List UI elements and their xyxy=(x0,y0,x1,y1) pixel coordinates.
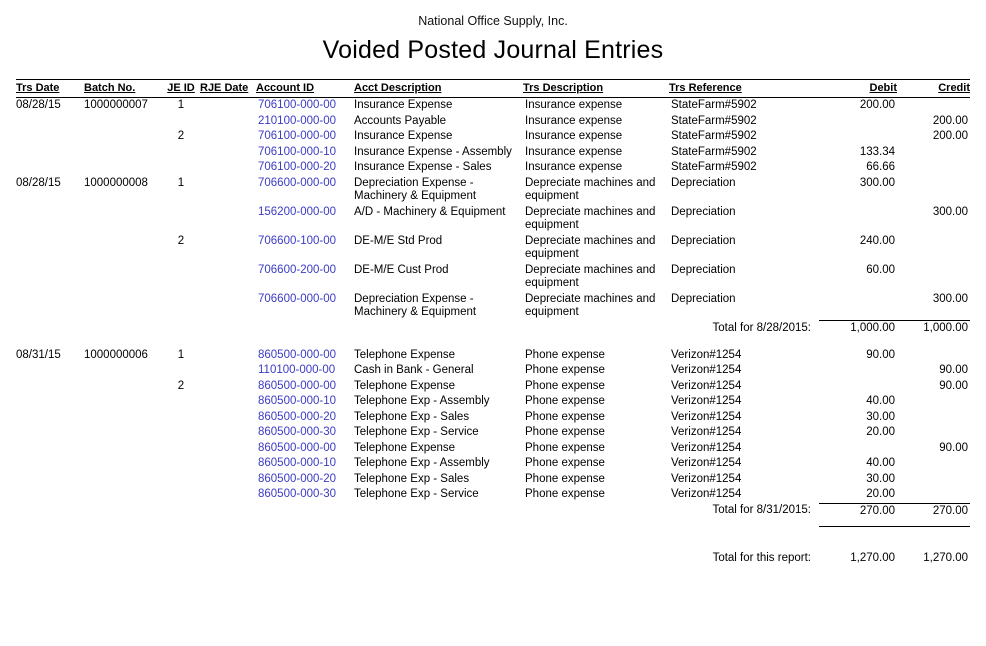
cell-trs-desc: Phone expense xyxy=(525,410,605,423)
cell-date xyxy=(16,394,84,410)
cell-trs-desc: Phone expense xyxy=(525,472,605,485)
cell-acct-desc: Accounts Payable xyxy=(354,114,447,127)
cell-acct-desc: Telephone Exp - Assembly xyxy=(354,395,490,407)
cell-debit: 20.00 xyxy=(866,488,895,500)
column-header-je-id: JE ID xyxy=(162,80,200,98)
column-header-acct-description: Acct Description xyxy=(348,80,523,98)
cell-credit xyxy=(897,394,970,410)
cell-debit xyxy=(819,292,897,321)
cell-debit xyxy=(819,114,897,130)
account-id-link[interactable]: 860500-000-30 xyxy=(258,488,337,500)
cell-acct-desc: Telephone Expense xyxy=(354,441,456,454)
cell-trs-desc: Phone expense xyxy=(525,395,605,407)
cell-acct-desc: Telephone Expense xyxy=(354,379,456,392)
cell-date xyxy=(16,363,84,379)
cell-rje xyxy=(200,160,256,176)
cell-batch: 1000000007 xyxy=(84,99,148,111)
cell-batch xyxy=(84,363,162,379)
cell-credit: 200.00 xyxy=(932,114,968,127)
company-name: National Office Supply, Inc. xyxy=(418,14,568,28)
cell-date xyxy=(16,114,84,130)
cell-credit xyxy=(897,234,970,263)
account-id-link[interactable]: 860500-000-20 xyxy=(258,472,337,485)
account-id-link[interactable]: 860500-000-10 xyxy=(258,457,337,469)
cell-je xyxy=(162,425,200,441)
total-pad xyxy=(16,551,669,567)
cell-batch xyxy=(84,472,162,488)
total-label: Total for 8/31/2015: xyxy=(712,504,811,516)
cell-acct-desc: Telephone Exp - Service xyxy=(354,426,479,438)
cell-debit xyxy=(819,129,897,145)
table-row xyxy=(16,176,970,205)
cell-trs-desc: Insurance expense xyxy=(525,161,623,173)
row-spacer xyxy=(16,540,970,551)
cell-batch xyxy=(84,114,162,130)
cell-trs-ref: Verizon#1254 xyxy=(671,395,742,407)
cell-je xyxy=(162,145,200,161)
cell-debit: 30.00 xyxy=(866,410,895,423)
cell-rje xyxy=(200,441,256,457)
cell-date xyxy=(16,160,84,176)
cell-rje xyxy=(200,379,256,395)
column-header-trs-description: Trs Description xyxy=(523,80,669,98)
cell-trs-ref: StateFarm#5902 xyxy=(671,161,757,173)
cell-date xyxy=(16,410,84,426)
cell-trs-desc: Phone expense xyxy=(525,379,605,392)
cell-date: 08/28/15 xyxy=(16,176,61,189)
cell-trs-desc: Phone expense xyxy=(525,441,605,454)
cell-rje xyxy=(200,410,256,426)
cell-batch xyxy=(84,263,162,292)
cell-trs-desc: Depreciate machines and equipment xyxy=(525,292,656,318)
cell-acct-desc: Telephone Exp - Assembly xyxy=(354,457,490,469)
cell-je xyxy=(162,410,200,426)
cell-acct-desc: Telephone Exp - Sales xyxy=(354,410,470,423)
cell-debit: 240.00 xyxy=(859,234,895,247)
cell-debit xyxy=(819,441,897,457)
cell-rje xyxy=(200,292,256,321)
cell-batch xyxy=(84,487,162,503)
cell-date xyxy=(16,472,84,488)
cell-debit: 40.00 xyxy=(866,395,895,407)
account-id-link[interactable]: 706100-000-20 xyxy=(258,161,337,173)
cell-rje xyxy=(200,487,256,503)
table-row xyxy=(16,472,970,488)
cell-credit xyxy=(897,263,970,292)
cell-trs-desc: Depreciate machines and equipment xyxy=(525,234,656,260)
table-row xyxy=(16,234,970,263)
total-row xyxy=(16,503,970,519)
cell-credit: 300.00 xyxy=(932,205,968,218)
cell-date xyxy=(16,292,84,321)
cell-je xyxy=(162,205,200,234)
cell-je xyxy=(162,394,200,410)
cell-trs-ref: Depreciation xyxy=(671,205,736,218)
table-header xyxy=(16,80,970,98)
cell-acct-desc: A/D - Machinery & Equipment xyxy=(354,205,506,218)
account-id-link[interactable]: 210100-000-00 xyxy=(258,114,337,127)
cell-rje xyxy=(200,234,256,263)
cell-trs-ref: Verizon#1254 xyxy=(671,410,742,423)
cell-je: 2 xyxy=(177,234,185,247)
cell-trs-desc: Depreciate machines and equipment xyxy=(525,176,656,202)
cell-trs-desc: Phone expense xyxy=(525,364,605,376)
table-row xyxy=(16,441,970,457)
cell-trs-ref: Verizon#1254 xyxy=(671,488,742,500)
cell-date xyxy=(16,145,84,161)
cell-batch xyxy=(84,234,162,263)
column-header-rje-date: RJE Date xyxy=(200,80,256,98)
cell-batch xyxy=(84,160,162,176)
cell-batch xyxy=(84,292,162,321)
cell-acct-desc: Telephone Expense xyxy=(354,348,456,361)
cell-debit: 200.00 xyxy=(859,99,895,111)
cell-acct-desc: DE-M/E Std Prod xyxy=(354,234,443,247)
account-id-link[interactable]: 156200-000-00 xyxy=(258,205,337,218)
total-label: Total for 8/28/2015: xyxy=(712,321,811,334)
table-row xyxy=(16,425,970,441)
account-id-link[interactable]: 706600-000-00 xyxy=(258,176,337,189)
cell-batch xyxy=(84,394,162,410)
cell-acct-desc: Cash in Bank - General xyxy=(354,364,474,376)
cell-acct-desc: Telephone Exp - Sales xyxy=(354,472,470,485)
cell-credit: 200.00 xyxy=(932,130,968,142)
cell-batch xyxy=(84,129,162,145)
cell-trs-ref: Depreciation xyxy=(671,263,736,276)
cell-trs-desc: Phone expense xyxy=(525,348,605,361)
account-id-link[interactable]: 706100-000-00 xyxy=(258,130,337,142)
account-id-link[interactable]: 110100-000-00 xyxy=(258,364,336,376)
cell-debit xyxy=(819,205,897,234)
cell-credit: 90.00 xyxy=(939,379,968,392)
table-row xyxy=(16,263,970,292)
cell-rje xyxy=(200,129,256,145)
cell-credit xyxy=(897,98,970,114)
cell-je xyxy=(162,263,200,292)
table-body xyxy=(16,98,970,567)
cell-credit: 90.00 xyxy=(939,364,968,376)
row-spacer xyxy=(16,337,970,348)
table-row xyxy=(16,348,970,364)
total-debit: 270.00 xyxy=(819,503,897,519)
column-header-batch-no: Batch No. xyxy=(84,80,162,98)
table-row xyxy=(16,129,970,145)
cell-rje xyxy=(200,363,256,379)
cell-acct-desc: Depreciation Expense - Machinery & Equipment xyxy=(354,292,477,318)
cell-acct-desc: Insurance Expense - Assembly xyxy=(354,145,512,158)
cell-acct-desc: Insurance Expense xyxy=(354,130,453,142)
column-header-debit: Debit xyxy=(819,80,897,98)
cell-trs-ref: Depreciation xyxy=(671,234,736,247)
cell-trs-desc: Insurance expense xyxy=(525,145,623,158)
account-id-link[interactable]: 706100-000-00 xyxy=(258,99,337,111)
cell-trs-desc: Insurance expense xyxy=(525,99,623,111)
cell-batch xyxy=(84,145,162,161)
total-pad xyxy=(16,503,669,519)
cell-date xyxy=(16,263,84,292)
cell-je: 1 xyxy=(177,348,185,361)
cell-trs-ref: StateFarm#5902 xyxy=(671,145,757,158)
cell-debit: 40.00 xyxy=(866,457,895,469)
cell-je xyxy=(162,441,200,457)
cell-acct-desc: Insurance Expense - Sales xyxy=(354,161,492,173)
column-header-trs-reference: Trs Reference xyxy=(669,80,819,98)
table-row xyxy=(16,487,970,503)
cell-je xyxy=(162,114,200,130)
cell-date xyxy=(16,487,84,503)
cell-debit xyxy=(819,379,897,395)
table-row xyxy=(16,114,970,130)
cell-date: 08/28/15 xyxy=(16,99,61,111)
table-row xyxy=(16,456,970,472)
cell-rje xyxy=(200,394,256,410)
total-label: Total for this report: xyxy=(712,551,811,564)
account-id-link[interactable]: 706600-000-00 xyxy=(258,292,337,305)
cell-date xyxy=(16,379,84,395)
cell-debit: 300.00 xyxy=(859,176,895,189)
table-row xyxy=(16,160,970,176)
account-id-link[interactable]: 860500-000-30 xyxy=(258,426,337,438)
column-header-account-id: Account ID xyxy=(256,80,348,98)
page-title: Voided Posted Journal Entries xyxy=(322,36,664,64)
cell-date xyxy=(16,129,84,145)
cell-batch xyxy=(84,441,162,457)
cell-trs-ref: Verizon#1254 xyxy=(671,348,742,361)
cell-rje xyxy=(200,176,256,205)
cell-je: 2 xyxy=(177,379,185,392)
account-id-link[interactable]: 860500-000-10 xyxy=(258,395,337,407)
table-row xyxy=(16,410,970,426)
cell-acct-desc: Telephone Exp - Service xyxy=(354,488,479,500)
cell-debit: 20.00 xyxy=(866,426,895,438)
cell-credit xyxy=(897,456,970,472)
table-row xyxy=(16,363,970,379)
cell-batch xyxy=(84,410,162,426)
cell-debit: 30.00 xyxy=(866,472,895,485)
cell-rje xyxy=(200,348,256,364)
account-id-link[interactable]: 706100-000-10 xyxy=(258,145,337,158)
column-header-trs-date: Trs Date xyxy=(16,80,84,98)
total-debit: 1,270.00 xyxy=(850,551,895,564)
cell-credit: 90.00 xyxy=(939,441,968,454)
account-id-link[interactable]: 706600-100-00 xyxy=(258,234,337,247)
total-credit: 1,270.00 xyxy=(923,551,968,564)
cell-debit: 133.34 xyxy=(859,145,895,158)
cell-credit xyxy=(897,425,970,441)
cell-trs-ref: Verizon#1254 xyxy=(671,364,742,376)
cell-trs-desc: Depreciate machines and equipment xyxy=(525,205,656,231)
cell-trs-ref: Verizon#1254 xyxy=(671,426,742,438)
account-id-link[interactable]: 860500-000-00 xyxy=(258,441,337,454)
cell-credit xyxy=(897,348,970,364)
cell-debit: 60.00 xyxy=(866,263,895,276)
cell-trs-desc: Insurance expense xyxy=(525,114,623,127)
cell-je xyxy=(162,487,200,503)
cell-rje xyxy=(200,205,256,234)
cell-date xyxy=(16,456,84,472)
column-header-credit: Credit xyxy=(897,80,970,98)
total-row xyxy=(16,551,970,567)
cell-credit xyxy=(897,145,970,161)
cell-je: 1 xyxy=(177,176,185,189)
journal-entries-table xyxy=(16,79,970,566)
table-row xyxy=(16,205,970,234)
cell-je xyxy=(162,292,200,321)
cell-rje xyxy=(200,145,256,161)
total-credit: 270.00 xyxy=(897,503,970,519)
cell-trs-ref: Verizon#1254 xyxy=(671,472,742,485)
cell-batch xyxy=(84,456,162,472)
cell-credit xyxy=(897,176,970,205)
cell-trs-desc: Insurance expense xyxy=(525,130,623,142)
total-row xyxy=(16,321,970,337)
cell-acct-desc: Insurance Expense xyxy=(354,99,453,111)
row-spacer xyxy=(16,519,970,527)
cell-batch xyxy=(84,205,162,234)
table-row xyxy=(16,145,970,161)
cell-date: 08/31/15 xyxy=(16,348,61,361)
total-pad xyxy=(16,321,669,337)
account-id-link[interactable]: 860500-000-20 xyxy=(258,410,337,423)
cell-credit xyxy=(897,472,970,488)
cell-debit xyxy=(819,363,897,379)
cell-trs-ref: Depreciation xyxy=(671,176,736,189)
table-row xyxy=(16,292,970,321)
cell-je: 1 xyxy=(177,99,185,111)
cell-trs-ref: Depreciation xyxy=(671,292,736,305)
cell-rje xyxy=(200,98,256,114)
cell-je: 2 xyxy=(177,130,185,142)
cell-trs-ref: Verizon#1254 xyxy=(671,379,742,392)
cell-trs-ref: Verizon#1254 xyxy=(671,441,742,454)
cell-acct-desc: DE-M/E Cust Prod xyxy=(354,263,449,276)
cell-date xyxy=(16,425,84,441)
row-spacer xyxy=(16,529,970,540)
cell-rje xyxy=(200,472,256,488)
table-row xyxy=(16,394,970,410)
account-id-link[interactable]: 706600-200-00 xyxy=(258,263,337,276)
cell-batch: 1000000006 xyxy=(84,348,148,361)
cell-date xyxy=(16,234,84,263)
table-row xyxy=(16,379,970,395)
cell-credit xyxy=(897,487,970,503)
cell-debit: 90.00 xyxy=(866,348,895,361)
cell-batch xyxy=(84,379,162,395)
cell-batch xyxy=(84,425,162,441)
table-row xyxy=(16,98,970,114)
cell-je xyxy=(162,456,200,472)
cell-rje xyxy=(200,114,256,130)
cell-credit xyxy=(897,160,970,176)
cell-je xyxy=(162,363,200,379)
cell-credit xyxy=(897,410,970,426)
account-id-link[interactable]: 860500-000-00 xyxy=(258,379,337,392)
cell-trs-ref: StateFarm#5902 xyxy=(671,114,757,127)
cell-trs-desc: Phone expense xyxy=(525,488,605,500)
cell-trs-desc: Phone expense xyxy=(525,426,605,438)
cell-batch: 1000000008 xyxy=(84,176,148,189)
cell-je xyxy=(162,472,200,488)
cell-rje xyxy=(200,263,256,292)
cell-date xyxy=(16,441,84,457)
cell-debit: 66.66 xyxy=(866,161,895,173)
cell-rje xyxy=(200,425,256,441)
cell-trs-desc: Depreciate machines and equipment xyxy=(525,263,656,289)
cell-trs-ref: Verizon#1254 xyxy=(671,457,742,469)
cell-credit: 300.00 xyxy=(932,292,968,305)
total-debit: 1,000.00 xyxy=(819,321,897,337)
cell-je xyxy=(162,160,200,176)
cell-trs-ref: StateFarm#5902 xyxy=(671,99,757,111)
cell-trs-desc: Phone expense xyxy=(525,457,605,469)
cell-rje xyxy=(200,456,256,472)
total-credit: 1,000.00 xyxy=(897,321,970,337)
account-id-link[interactable]: 860500-000-00 xyxy=(258,348,337,361)
cell-acct-desc: Depreciation Expense - Machinery & Equipment xyxy=(354,176,477,202)
cell-trs-ref: StateFarm#5902 xyxy=(671,130,757,142)
cell-date xyxy=(16,205,84,234)
